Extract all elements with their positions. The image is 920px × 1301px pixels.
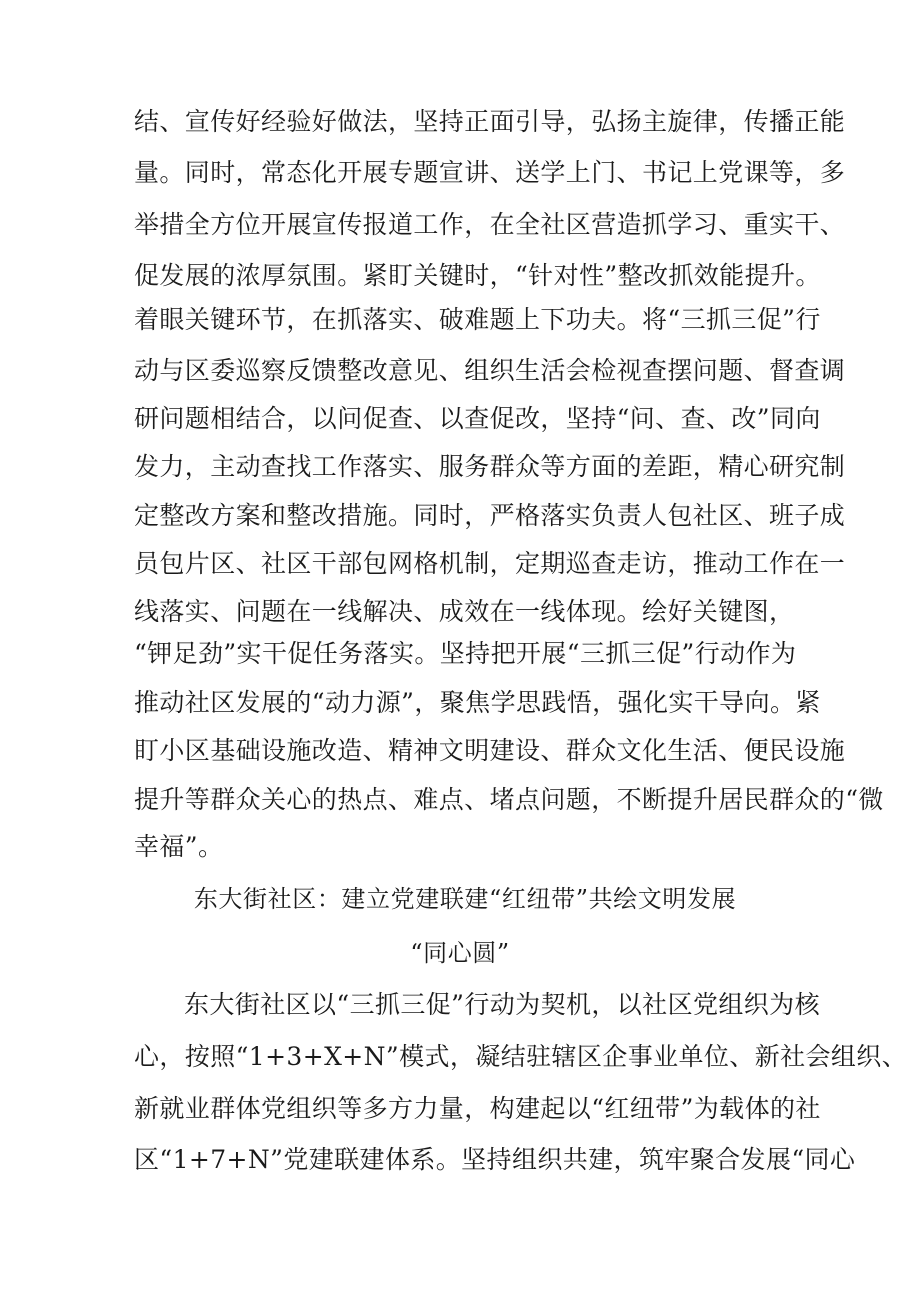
paragraph-line: 提升等群众关心的热点、难点、堵点问题，不断提升居民群众的“微 (134, 785, 884, 814)
paragraph-line: 发力，主动查找工作落实、服务群众等方面的差距，精心研究制 (134, 452, 846, 481)
paragraph-line: 区“1+7+N”党建联建体系。坚持组织共建，筑牢聚合发展“同心 (134, 1145, 856, 1174)
paragraph-line: 着眼关键环节，在抓落实、破难题上下功夫。将“三抓三促”行 (134, 305, 821, 334)
paragraph-line: 东大街社区以“三抓三促”行动为契机，以社区党组织为核 (184, 990, 820, 1019)
paragraph-line: 心，按照“1+3+X+N”模式，凝结驻辖区企事业单位、新社会组织、 (134, 1042, 908, 1071)
paragraph-line: 动与区委巡察反馈整改意见、组织生活会检视查摆问题、督查调 (134, 356, 846, 385)
paragraph-line: 促发展的浓厚氛围。紧盯关键时，“针对性”整改抓效能提升。 (134, 261, 821, 290)
paragraph-line: 举措全方位开展宣传报道工作，在全社区营造抓学习、重实干、 (134, 210, 846, 239)
paragraph-line: 推动社区发展的“动力源”，聚焦学思践悟，强化实干导向。紧 (134, 688, 821, 717)
paragraph-line: 结、宣传好经验好做法，坚持正面引导，弘扬主旋律，传播正能 (134, 107, 846, 136)
section-title-continuation: “同心圆” (410, 939, 510, 967)
paragraph-line: 盯小区基础设施改造、精神文明建设、群众文化生活、便民设施 (134, 736, 846, 765)
paragraph-line: 量。同时，常态化开展专题宣讲、送学上门、书记上党课等，多 (134, 158, 846, 187)
section-title: 东大街社区：建立党建联建“红纽带”共绘文明发展 (193, 885, 737, 913)
paragraph-line: 定整改方案和整改措施。同时，严格落实负责人包社区、班子成 (134, 501, 846, 530)
paragraph-line: 幸福”。 (134, 832, 224, 861)
paragraph-line: 员包片区、社区干部包网格机制，定期巡查走访，推动工作在一 (134, 549, 846, 578)
paragraph-line: 研问题相结合，以问促查、以查促改，坚持“问、查、改”同向 (134, 404, 821, 433)
paragraph-line: 线落实、问题在一线解决、成效在一线体现。绘好关键图， (134, 597, 795, 626)
paragraph-line: 新就业群体党组织等多方力量，构建起以“红纽带”为载体的社 (134, 1094, 821, 1123)
paragraph-line: “钾足劲”实干促任务落实。坚持把开展“三抓三促”行动作为 (134, 639, 797, 668)
